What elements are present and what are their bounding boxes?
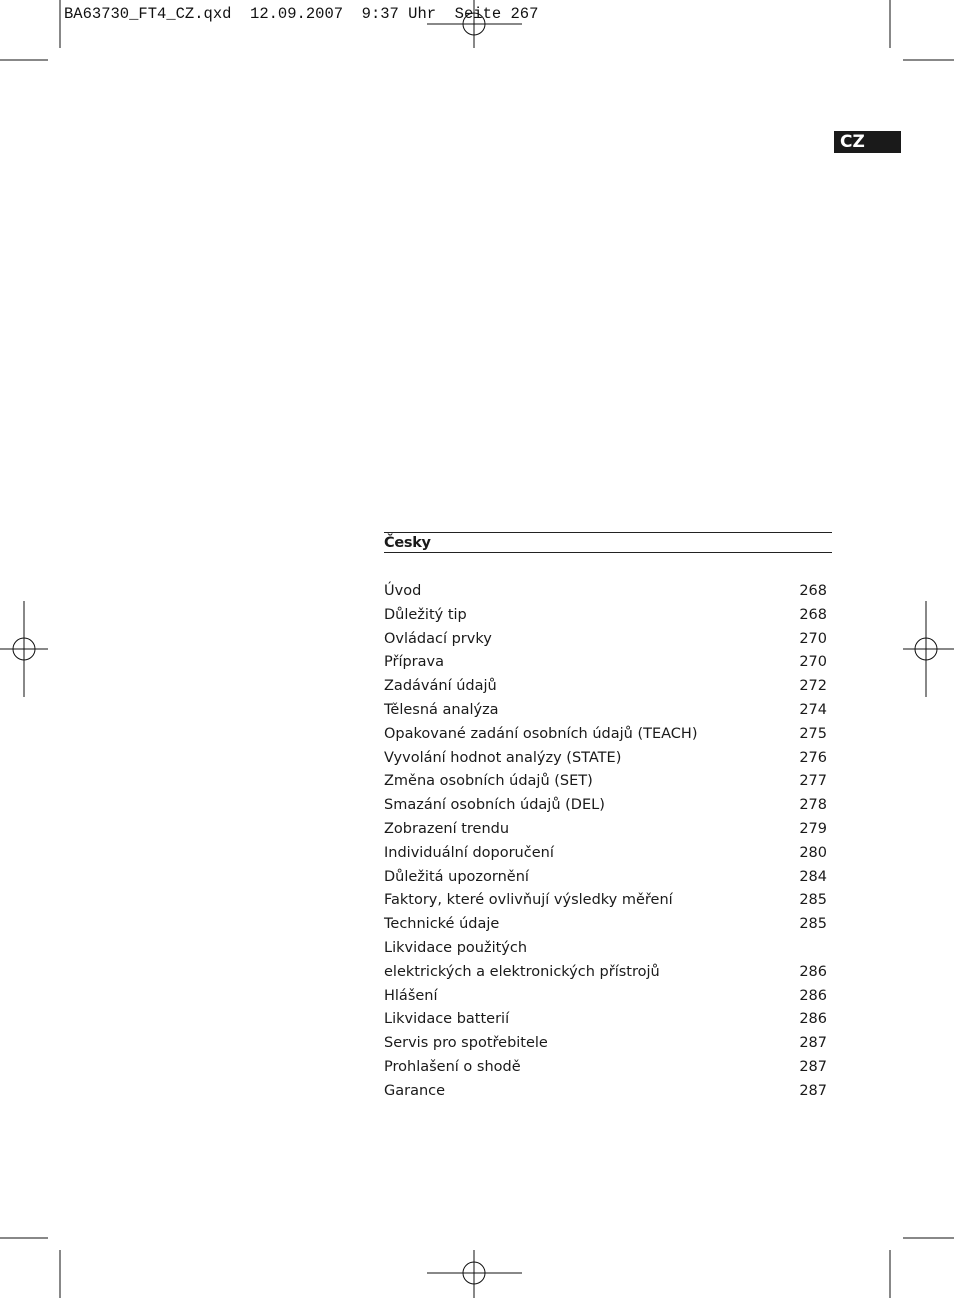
toc-entry-title: Změna osobních údajů (SET) bbox=[384, 773, 593, 790]
toc-entry-title: Důležitý tip bbox=[384, 606, 467, 623]
toc-entry-title: Důležitá upozornění bbox=[384, 868, 529, 885]
toc-entry-title: Zobrazení trendu bbox=[384, 820, 510, 837]
toc-entry-page: 270 bbox=[799, 630, 827, 647]
toc-entry-page: 272 bbox=[799, 678, 827, 695]
toc-heading-bar bbox=[384, 532, 832, 553]
toc-entry[interactable] bbox=[384, 699, 827, 723]
registration-mark-right bbox=[903, 601, 954, 697]
toc-entry[interactable] bbox=[384, 937, 827, 961]
toc-entry-page: 274 bbox=[799, 701, 827, 718]
toc-entry-page: 276 bbox=[799, 749, 827, 766]
toc-entry-title: Servis pro spotřebitele bbox=[384, 1035, 548, 1052]
toc-entry-page: 277 bbox=[799, 773, 827, 790]
toc-entry-page: 279 bbox=[799, 820, 827, 837]
toc-entry[interactable] bbox=[384, 628, 827, 652]
toc-entry[interactable] bbox=[384, 723, 827, 747]
toc-heading: Česky bbox=[384, 535, 431, 551]
toc-entry-title: Opakované zadání osobních údajů (TEACH) bbox=[384, 725, 698, 742]
toc-entry-title: Prohlašení o shodě bbox=[384, 1058, 521, 1075]
toc-entry[interactable] bbox=[384, 604, 827, 628]
toc-entry-title: Ovládací prvky bbox=[384, 630, 492, 647]
toc-entry-page: 287 bbox=[799, 1082, 827, 1099]
toc-entry-title: Smazání osobních údajů (DEL) bbox=[384, 797, 605, 814]
toc-entry-title: Zadávání údajů bbox=[384, 678, 497, 695]
toc-entry[interactable] bbox=[384, 1080, 827, 1104]
toc-entry-title: Příprava bbox=[384, 654, 444, 671]
toc-entry-title: Tělesná analýza bbox=[384, 701, 499, 718]
toc-entry[interactable] bbox=[384, 1056, 827, 1080]
toc-entry-page: 280 bbox=[799, 844, 827, 861]
registration-mark-left bbox=[0, 601, 48, 697]
language-badge: CZ bbox=[834, 131, 901, 153]
toc-entry-page: 285 bbox=[799, 916, 827, 933]
toc-entry-page: 268 bbox=[799, 583, 827, 599]
toc-entry-page: 268 bbox=[799, 606, 827, 623]
file-slug: BA63730_FT4_CZ.qxd 12.09.2007 9:37 Uhr Seite 267 bbox=[64, 5, 539, 23]
toc-entry[interactable] bbox=[384, 770, 827, 794]
toc-entry-page: 275 bbox=[799, 725, 827, 742]
toc-entry-page: 287 bbox=[799, 1035, 827, 1052]
toc-entry[interactable] bbox=[384, 1008, 827, 1032]
toc-entry[interactable] bbox=[384, 1032, 827, 1056]
toc-entry[interactable] bbox=[384, 818, 827, 842]
toc-entry[interactable] bbox=[384, 913, 827, 937]
toc-entry-title: Úvod bbox=[384, 583, 422, 599]
toc-entry-title: Technické údaje bbox=[384, 916, 500, 933]
toc-entry[interactable] bbox=[384, 675, 827, 699]
toc-entry[interactable] bbox=[384, 651, 827, 675]
toc-entry-title: Hlášení bbox=[384, 987, 438, 1004]
toc-entry[interactable] bbox=[384, 889, 827, 913]
toc-entry-page: 270 bbox=[799, 654, 827, 671]
table-of-contents bbox=[384, 580, 827, 1104]
toc-entry-page: 287 bbox=[799, 1058, 827, 1075]
toc-entry-title: Garance bbox=[384, 1082, 446, 1099]
toc-entry-title: elektrických a elektronických přístrojů bbox=[384, 963, 660, 980]
toc-entry[interactable] bbox=[384, 794, 827, 818]
toc-entry-page: 286 bbox=[799, 963, 827, 980]
toc-entry-page: 284 bbox=[799, 868, 827, 885]
toc-entry-title: Likvidace použitých bbox=[384, 939, 528, 956]
toc-entry-title: Vyvolání hodnot analýzy (STATE) bbox=[384, 749, 622, 766]
toc-entry[interactable] bbox=[384, 842, 827, 866]
toc-entry[interactable] bbox=[384, 580, 827, 604]
toc-entry-title: Faktory, které ovlivňují výsledky měření bbox=[384, 892, 673, 909]
toc-entry-page: 278 bbox=[799, 797, 827, 814]
toc-entry[interactable] bbox=[384, 747, 827, 771]
toc-entry-page: 286 bbox=[799, 1011, 827, 1028]
toc-entry[interactable] bbox=[384, 961, 827, 985]
registration-mark-bottom bbox=[427, 1250, 522, 1298]
toc-entry-page: 285 bbox=[799, 892, 827, 909]
toc-entry-page: 286 bbox=[799, 987, 827, 1004]
registration-mark-top bbox=[427, 0, 522, 48]
toc-entry-title: Likvidace batterií bbox=[384, 1011, 510, 1028]
toc-entry[interactable] bbox=[384, 985, 827, 1009]
toc-entry-title: Individuální doporučení bbox=[384, 844, 554, 861]
toc-entry[interactable] bbox=[384, 866, 827, 890]
